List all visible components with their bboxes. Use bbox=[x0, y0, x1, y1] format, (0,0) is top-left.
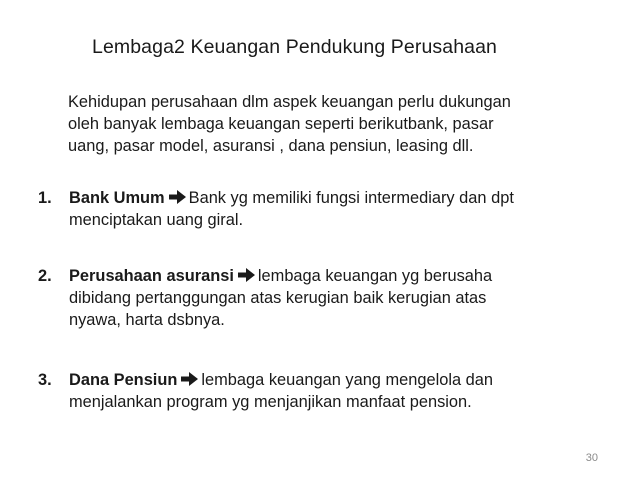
list-item-description: Bank yg memiliki fungsi intermediary dan dpt bbox=[188, 189, 514, 207]
right-arrow-icon bbox=[181, 372, 198, 386]
list-item-first-line bbox=[69, 369, 608, 391]
page-number: 30 bbox=[585, 452, 598, 464]
list-item-first-line bbox=[69, 265, 608, 287]
list-item-continuation: nyawa, harta dsbnya. bbox=[69, 311, 225, 329]
list-item-dana-pensiun bbox=[38, 369, 608, 413]
right-arrow-icon bbox=[169, 190, 186, 204]
list-number: 1. bbox=[38, 189, 52, 207]
list-number: 3. bbox=[38, 371, 52, 389]
list-number: 2. bbox=[38, 267, 52, 285]
list-item-bank-umum bbox=[38, 187, 608, 231]
intro-line: uang, pasar model, asuransi , dana pensiun, leasing dll. bbox=[68, 137, 474, 155]
list-item-perusahaan-asuransi bbox=[38, 265, 608, 331]
list-item-continuation: menciptakan uang giral. bbox=[69, 211, 244, 229]
slide-title: Lembaga2 Keuangan Pendukung Perusahaan bbox=[92, 36, 497, 58]
list-item-description: lembaga keuangan yang mengelola dan bbox=[201, 371, 494, 389]
list-item-body bbox=[69, 187, 608, 231]
right-arrow-icon bbox=[238, 268, 255, 282]
list-item-term: Bank Umum bbox=[69, 189, 165, 207]
list-item-continuation: menjalankan program yg menjanjikan manfaat pension. bbox=[69, 393, 472, 411]
list-item-description: lembaga keuangan yg berusaha bbox=[257, 267, 493, 285]
intro-paragraph bbox=[68, 91, 613, 157]
list-item-term: Dana Pensiun bbox=[69, 371, 178, 389]
intro-line: Kehidupan perusahaan dlm aspek keuangan perlu dukungan bbox=[68, 93, 511, 111]
list-item-body bbox=[69, 369, 608, 413]
list-item-continuation: dibidang pertanggungan atas kerugian baik kerugian atas bbox=[69, 289, 487, 307]
list-item-term: Perusahaan asuransi bbox=[69, 267, 234, 285]
intro-line: oleh banyak lembaga keuangan seperti berikutbank, pasar bbox=[68, 115, 494, 133]
list-item-body bbox=[69, 265, 608, 331]
list-item-first-line bbox=[69, 187, 608, 209]
